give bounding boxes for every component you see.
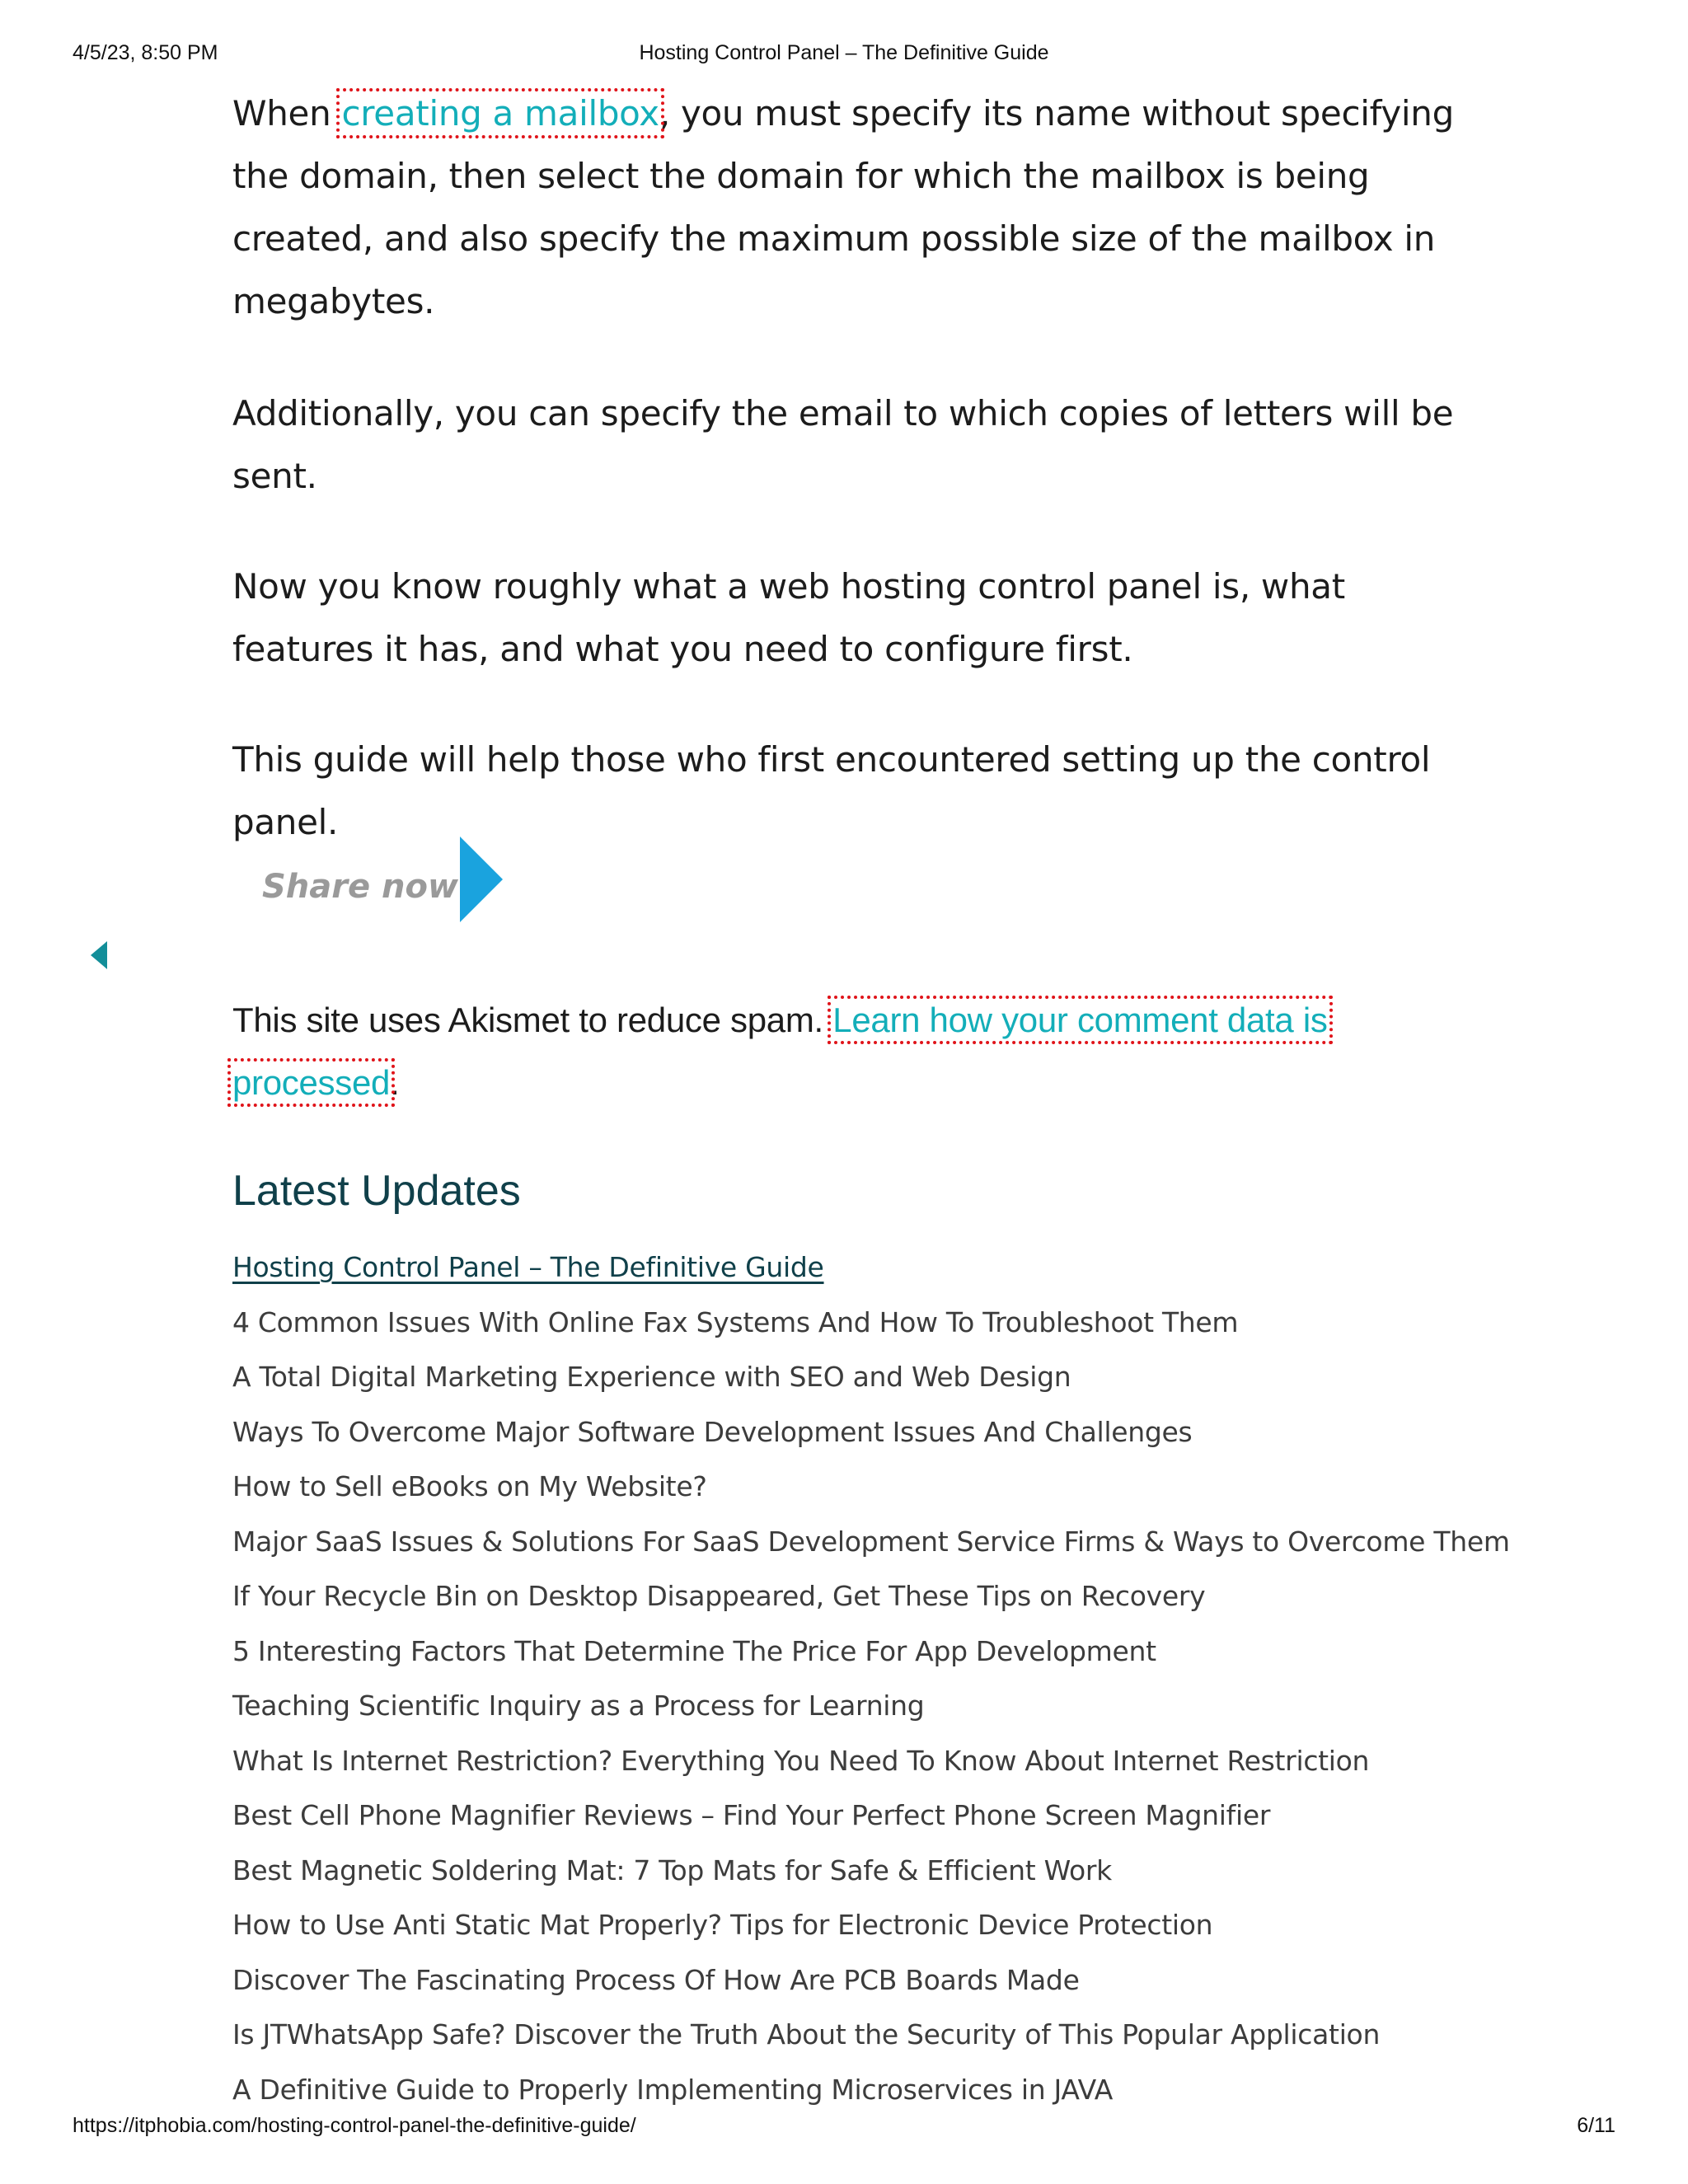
print-header: [0, 41, 1688, 68]
print-datetime: 4/5/23, 8:50 PM: [73, 41, 218, 64]
latest-updates-list: [232, 1240, 1551, 2117]
update-link[interactable]: Hosting Control Panel – The Definitive Guide: [232, 1251, 824, 1283]
share-arrow-icon: [460, 837, 503, 922]
latest-updates-heading: Latest Updates: [232, 1167, 521, 1215]
paragraph-mailbox-rest: , you must specify its name without specifying the domain, then select the domain for which the mailbox is being created, and also specify the maximum possible size of the mailbox in megabytes.: [232, 93, 1454, 321]
paragraph-mailbox: [232, 82, 1469, 333]
update-link[interactable]: If Your Recycle Bin on Desktop Disappeared, Get These Tips on Recovery: [232, 1580, 1206, 1612]
update-link[interactable]: How to Sell eBooks on My Website?: [232, 1470, 707, 1502]
paragraph-know: Now you know roughly what a web hosting control panel is, what features it has, and what you need to configure first.: [232, 566, 1345, 669]
creating-mailbox-link[interactable]: creating a mailbox: [341, 93, 659, 134]
print-url: https://itphobia.com/hosting-control-panel-the-definitive-guide/: [73, 2114, 636, 2137]
print-page-title: Hosting Control Panel – The Definitive Guide: [639, 41, 1049, 64]
update-link[interactable]: Best Cell Phone Magnifier Reviews – Find Your Perfect Phone Screen Magnifier: [232, 1799, 1271, 1831]
paragraph-mailbox-start: When: [232, 93, 342, 134]
update-link[interactable]: Discover The Fascinating Process Of How Are PCB Boards Made: [232, 1963, 1080, 1996]
akismet-text: [232, 989, 1469, 1114]
side-toggle-arrow-icon[interactable]: [91, 941, 107, 969]
share-now-label: Share now!: [262, 868, 474, 906]
akismet-notice: [232, 989, 1469, 1114]
update-link[interactable]: What Is Internet Restriction? Everything You Need To Know About Internet Restriction: [232, 1744, 1370, 1777]
update-link[interactable]: 4 Common Issues With Online Fax Systems And How To Troubleshoot Them: [232, 1305, 1239, 1338]
update-link[interactable]: Major SaaS Issues & Solutions For SaaS Development Service Firms & Ways to Overcome Them: [232, 1525, 1510, 1558]
share-now-button[interactable]: [247, 837, 511, 927]
paragraph-copies: Additionally, you can specify the email to which copies of letters will be sent.: [232, 393, 1454, 496]
update-link[interactable]: A Definitive Guide to Properly Implementing Microservices in JAVA: [232, 2073, 1114, 2106]
print-page-number: 6/11: [1577, 2114, 1615, 2137]
print-footer: [0, 2114, 1688, 2140]
update-link[interactable]: Best Magnetic Soldering Mat: 7 Top Mats for Safe & Efficient Work: [232, 1854, 1112, 1886]
update-link[interactable]: A Total Digital Marketing Experience with SEO and Web Design: [232, 1361, 1071, 1393]
comment-data-link[interactable]: Learn how your comment data is processed: [232, 1001, 1328, 1102]
akismet-period: .: [390, 1063, 400, 1102]
akismet-sentence: This site uses Akismet to reduce spam.: [232, 1001, 833, 1039]
update-link[interactable]: Teaching Scientific Inquiry as a Process for Learning: [232, 1690, 925, 1722]
update-link[interactable]: Ways To Overcome Major Software Development Issues And Challenges: [232, 1415, 1193, 1448]
article-body: [232, 82, 1469, 854]
paragraph-guide: This guide will help those who first encountered setting up the control panel.: [232, 739, 1431, 842]
update-link[interactable]: 5 Interesting Factors That Determine The Price For App Development: [232, 1634, 1156, 1667]
latest-updates-widget: [232, 1166, 1551, 2117]
update-link[interactable]: How to Use Anti Static Mat Properly? Tips for Electronic Device Protection: [232, 1909, 1213, 1941]
update-link[interactable]: Is JTWhatsApp Safe? Discover the Truth About the Security of This Popular Application: [232, 2018, 1381, 2050]
